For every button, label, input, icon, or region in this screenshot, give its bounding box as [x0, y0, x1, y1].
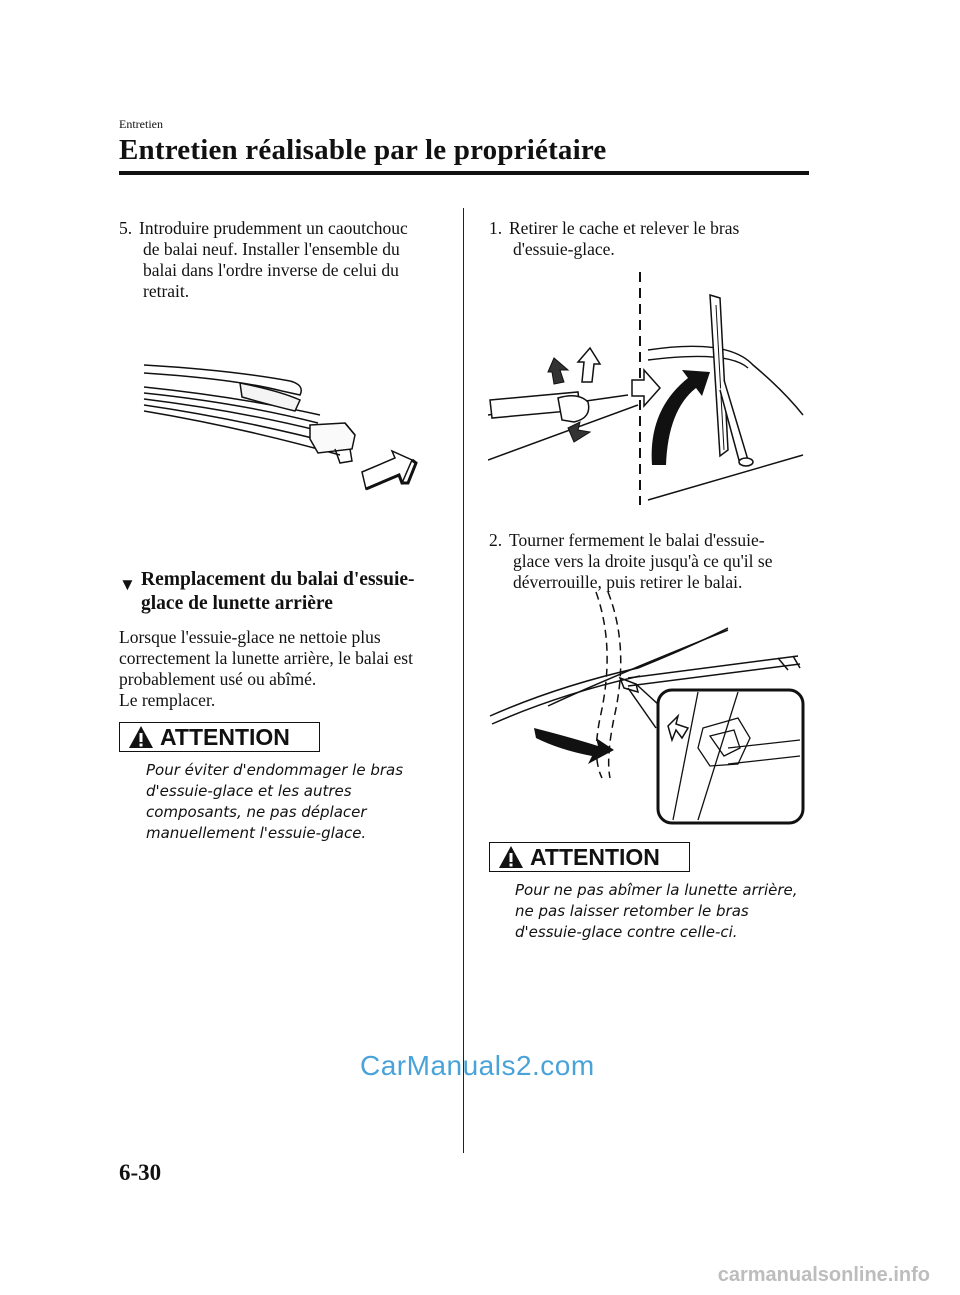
- step-line: glace vers la droite jusqu'à ce qu'il se: [513, 551, 773, 571]
- watermark: CarManuals2.com: [360, 1050, 595, 1081]
- attention-box: [119, 722, 320, 752]
- attention-line: manuellement l'essuie-glace.: [146, 824, 367, 842]
- attention-line: composants, ne pas déplacer: [146, 803, 367, 821]
- warning-icon: [128, 725, 154, 749]
- step-line: retrait.: [143, 281, 190, 301]
- blade-insert-illustration: [140, 345, 430, 505]
- page-number: 6-30: [119, 1160, 162, 1185]
- step-number: 5.: [119, 218, 133, 238]
- attention-line: d'essuie-glace et les autres: [146, 782, 352, 800]
- rotate-blade-illustration: [488, 588, 808, 828]
- attention-text: [146, 760, 446, 844]
- step-number: 2.: [489, 530, 503, 550]
- step-line: balai dans l'ordre inverse de celui du: [143, 260, 399, 280]
- raise-arm-illustration: [488, 270, 808, 505]
- warning-icon: [498, 845, 524, 869]
- step-2: [489, 530, 809, 593]
- attention-label: ATTENTION: [530, 843, 660, 870]
- attention-line: Pour éviter d'endommager le bras: [146, 761, 404, 779]
- attention-label: ATTENTION: [160, 723, 290, 750]
- paragraph-line: Lorsque l'essuie-glace ne nettoie plus: [119, 627, 381, 647]
- page-title: Entretien réalisable par le propriétaire: [119, 134, 607, 166]
- column-divider: [463, 208, 464, 1153]
- subheading-line: Remplacement du balai d'essuie-: [141, 569, 415, 590]
- step-line: Introduire prudemment un caoutchouc: [139, 218, 408, 238]
- attention-line: ne pas laisser retomber le bras: [515, 902, 749, 920]
- step-line: de balai neuf. Installer l'ensemble du: [143, 239, 400, 259]
- attention-text: [515, 880, 815, 943]
- attention-box: [489, 842, 690, 872]
- step-5: [119, 218, 459, 302]
- section-label: Entretien: [119, 117, 163, 131]
- step-line: Tourner fermement le balai d'essuie-: [509, 530, 765, 550]
- attention-line: Pour ne pas abîmer la lunette arrière,: [515, 881, 798, 899]
- footer-site-mark: carmanualsonline.info: [717, 1264, 930, 1286]
- step-line: d'essuie-glace.: [513, 239, 615, 259]
- step-number: 1.: [489, 218, 503, 238]
- paragraph-line: correctement la lunette arrière, le balai est: [119, 648, 413, 668]
- attention-line: d'essuie-glace contre celle-ci.: [515, 923, 738, 941]
- subheading-line: glace de lunette arrière: [141, 593, 333, 614]
- step-line: déverrouille, puis retirer le balai.: [513, 572, 743, 592]
- title-rule: [119, 171, 809, 175]
- paragraph-line: Le remplacer.: [119, 690, 216, 710]
- paragraph-line: probablement usé ou abîmé.: [119, 669, 317, 689]
- intro-paragraph: [119, 627, 449, 711]
- subheading: [119, 568, 459, 616]
- step-1: [489, 218, 809, 260]
- step-line: Retirer le cache et relever le bras: [509, 218, 740, 238]
- triangle-marker-icon: ▼: [119, 575, 136, 594]
